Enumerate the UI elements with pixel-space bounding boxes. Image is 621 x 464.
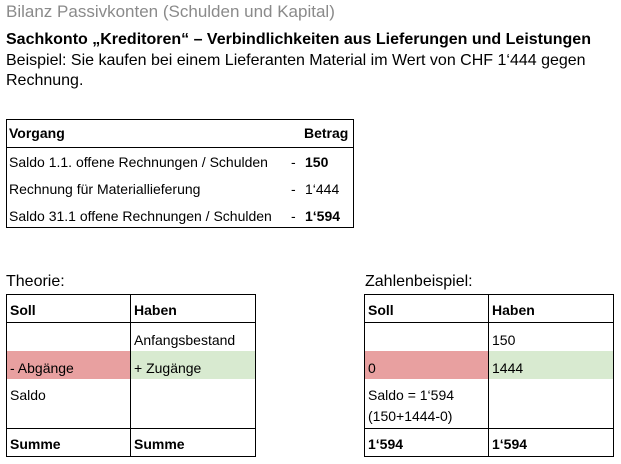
table-row (7, 203, 353, 229)
theorie-zugaenge: + Zugänge (131, 351, 256, 379)
row-betrag: 1‘594 (305, 208, 341, 224)
row-betrag: 150 (305, 154, 329, 170)
theorie-abgaenge: - Abgänge (7, 351, 131, 379)
zahl-soll-header: Soll (365, 295, 489, 323)
row-betrag: 1‘444 (305, 181, 340, 197)
example-description: Beispiel: Sie kaufen bei einem Lieferanten Material im Wert von CHF 1‘444 gegen Rechnung. (6, 52, 586, 89)
row-vorgang: Saldo 1.1. offene Rechnungen / Schulden (9, 154, 268, 170)
theorie-summe-haben: Summe (131, 429, 256, 457)
theorie-anfangsbestand: Anfangsbestand (131, 323, 256, 351)
table-row (7, 176, 353, 202)
header-vorgang: Vorgang (9, 125, 65, 141)
row-vorgang: Rechnung für Materiallieferung (9, 181, 201, 197)
theorie-soll-empty (7, 323, 131, 351)
zahl-summe-soll: 1‘594 (365, 429, 489, 457)
row-dash: - (291, 154, 296, 170)
table-header (7, 120, 353, 148)
row-dash: - (291, 181, 296, 197)
zahl-haben-header: Haben (489, 295, 614, 323)
header-betrag: Betrag (304, 125, 349, 141)
theorie-t-account (6, 294, 256, 457)
zahl-saldo: Saldo = 1‘594 (150+1444-0) (365, 379, 489, 429)
row-dash: - (291, 208, 296, 224)
theorie-haben-header: Haben (131, 295, 256, 323)
zahl-summe-haben: 1‘594 (489, 429, 614, 457)
zahlenbeispiel-t-account (364, 294, 614, 457)
zahlenbeispiel-label: Zahlenbeispiel: (365, 273, 473, 290)
zahl-soll-empty (365, 323, 489, 351)
theorie-haben-empty (131, 379, 256, 429)
theorie-summe-soll: Summe (7, 429, 131, 457)
zahl-haben-value: 1444 (489, 351, 614, 379)
theorie-saldo: Saldo (7, 379, 131, 429)
zahl-anfang: 150 (489, 323, 614, 351)
theorie-soll-header: Soll (7, 295, 131, 323)
section-heading: Sachkonto „Kreditoren“ – Verbindlichkeiten aus Lieferungen und Leistungen (6, 31, 591, 48)
row-vorgang: Saldo 31.1 offene Rechnungen / Schulden (9, 208, 272, 224)
zahl-soll-value: 0 (365, 351, 489, 379)
page-title: Bilanz Passivkonten (Schulden und Kapital) (6, 2, 335, 21)
theorie-label: Theorie: (6, 273, 65, 290)
vorgang-table (6, 119, 354, 228)
table-row (7, 149, 353, 175)
zahl-haben-empty (489, 379, 614, 429)
